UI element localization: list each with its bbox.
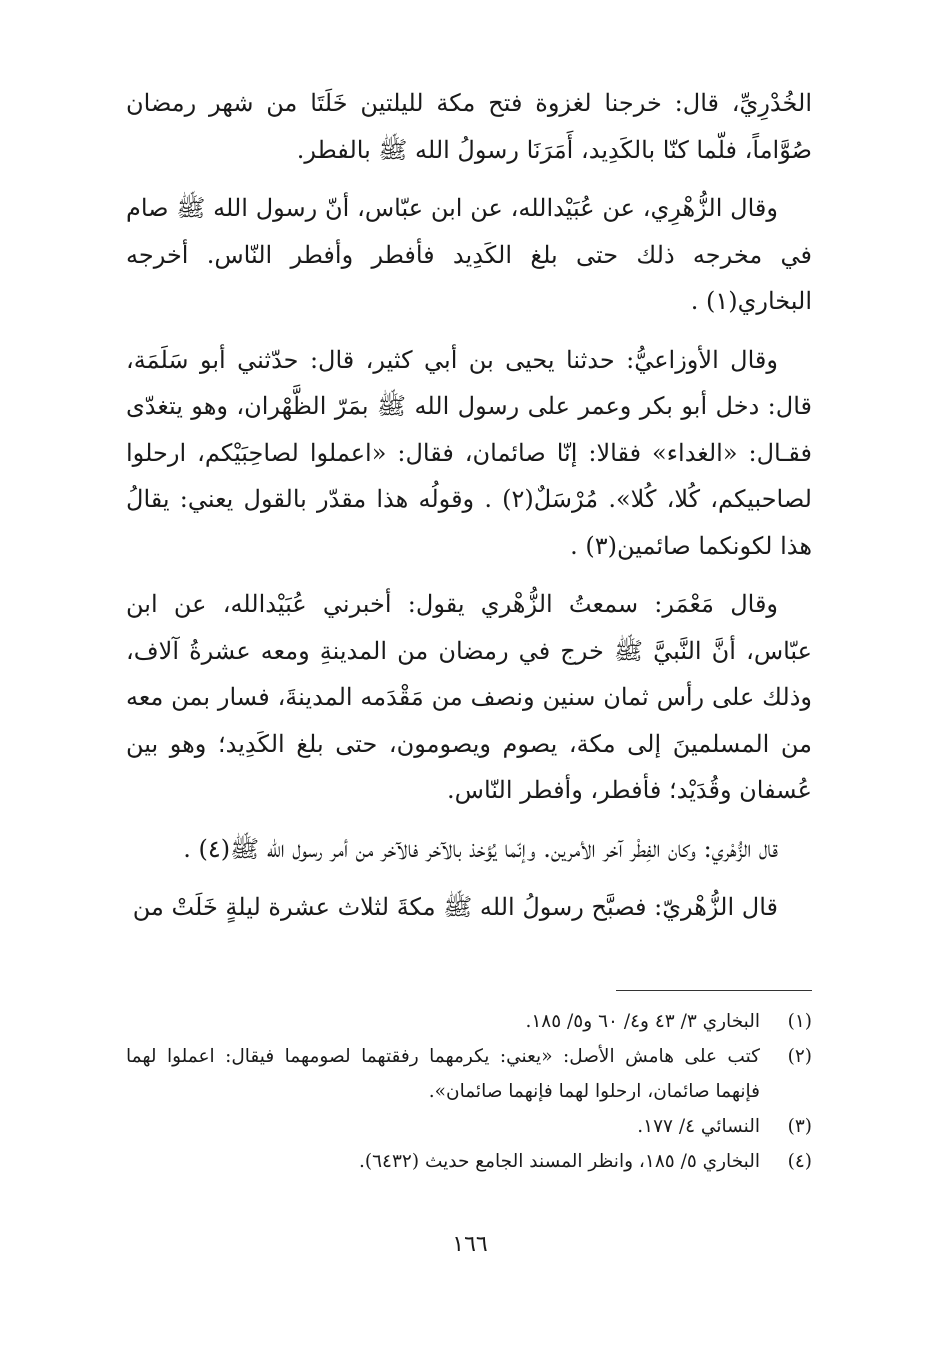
page-number: ١٦٦ [452, 1232, 488, 1257]
footnote-text: البخاري ٣/ ٤٣ و٤/ ٦٠ و٥/ ١٨٥. [525, 1011, 760, 1032]
paragraph-2: وقال الزُّهْرِي، عن عُبَيْدالله، عن ابن عبّاس، أنّ رسول الله ﷺ صام في مخرجه ذلك حتى بلغ الكَدِيد فأفطر وأفطر النّاس. أخرجه البخاري(١) . [126, 194, 812, 315]
paragraph-6: قال الزُّهْريّ: فصبَّح رسولُ الله ﷺ مكةَ لثلاث عشرة ليلةٍ خَلَتْ من [132, 893, 778, 921]
footnote-number: (١) [787, 1011, 812, 1032]
footnote-text: النسائي ٤/ ١٧٧. [637, 1116, 760, 1137]
footnote-separator [616, 990, 812, 991]
footnote-4 [126, 1144, 812, 1179]
footnote-number: (٤) [787, 1151, 812, 1172]
footnote-text: كتب على هامش الأصل: «يعني: يكرمهما رفقتهما لصومهما فيقال: اعملوا لهما فإنهما صائمان، ارحلوا لهما فإنهما صائمان». [126, 1046, 760, 1102]
footnote-2 [126, 1039, 812, 1109]
footnote-1 [126, 1004, 812, 1039]
paragraph-4: وقال مَعْمَر: سمعتُ الزُّهْري يقول: أخبرني عُبَيْدالله، عن ابن عبّاس، أنَّ النَّبيَّ ﷺ خرج في رمضان من المدينةِ ومعه عشرةُ آلاف، وذلك على رأس ثمان سنين ونصف من مَقْدَمه المدينةَ، فسار بمن معه من المسلمينَ إلى مكة، يصوم ويصومون، حتى بلغ الكَدِيد؛ وهو بين عُسفان وقُدَيْد؛ فأفطر، وأفطر النّاس. [126, 590, 812, 804]
footnote-3 [126, 1109, 812, 1144]
footnote-number: (٢) [787, 1046, 812, 1067]
paragraph-5: قال الزُّهْري: وكان الفِطْر آخر الأمرين. وإنّما يُؤخذ بالآخر فالآخر من أمر رسول الله ﷺ(٤) . [183, 834, 778, 863]
footnotes [126, 1004, 812, 1179]
paragraph-1: الخُدْرِيِّ، قال: خرجنا لغزوة فتح مكة لليلتين خَلَتَا من شهر رمضان صُوَّاماً، فلّما كنّا بالكَدِيد، أَمَرَنَا رسولُ الله ﷺ بالفطر. [126, 89, 812, 164]
paragraph-3: وقال الأوزاعيُّ: حدثنا يحيى بن أبي كثير، قال: حدّثني أبو سَلَمَة، قال: دخل أبو بكر وعمر على رسول الله ﷺ بمَرّ الظَّهْران، وهو يتغدّى فقـال: «الغداء» فقالا: إنّا صائمان، فقال: «اعملوا لصاحِبَيْكم، ارحلوا لصاحبيكم، كُلا، كُلا». مُرْسَلٌ(٢) . وقولُه هذا مقدّر بالقول يعني: يقالُ هذا لكونكما صائمين(٣) . [126, 345, 812, 560]
footnote-text: البخاري ٥/ ١٨٥، وانظر المسند الجامع حديث (٦٤٣٢). [358, 1151, 760, 1172]
main-text [126, 80, 812, 931]
footnote-number: (٣) [787, 1116, 812, 1137]
